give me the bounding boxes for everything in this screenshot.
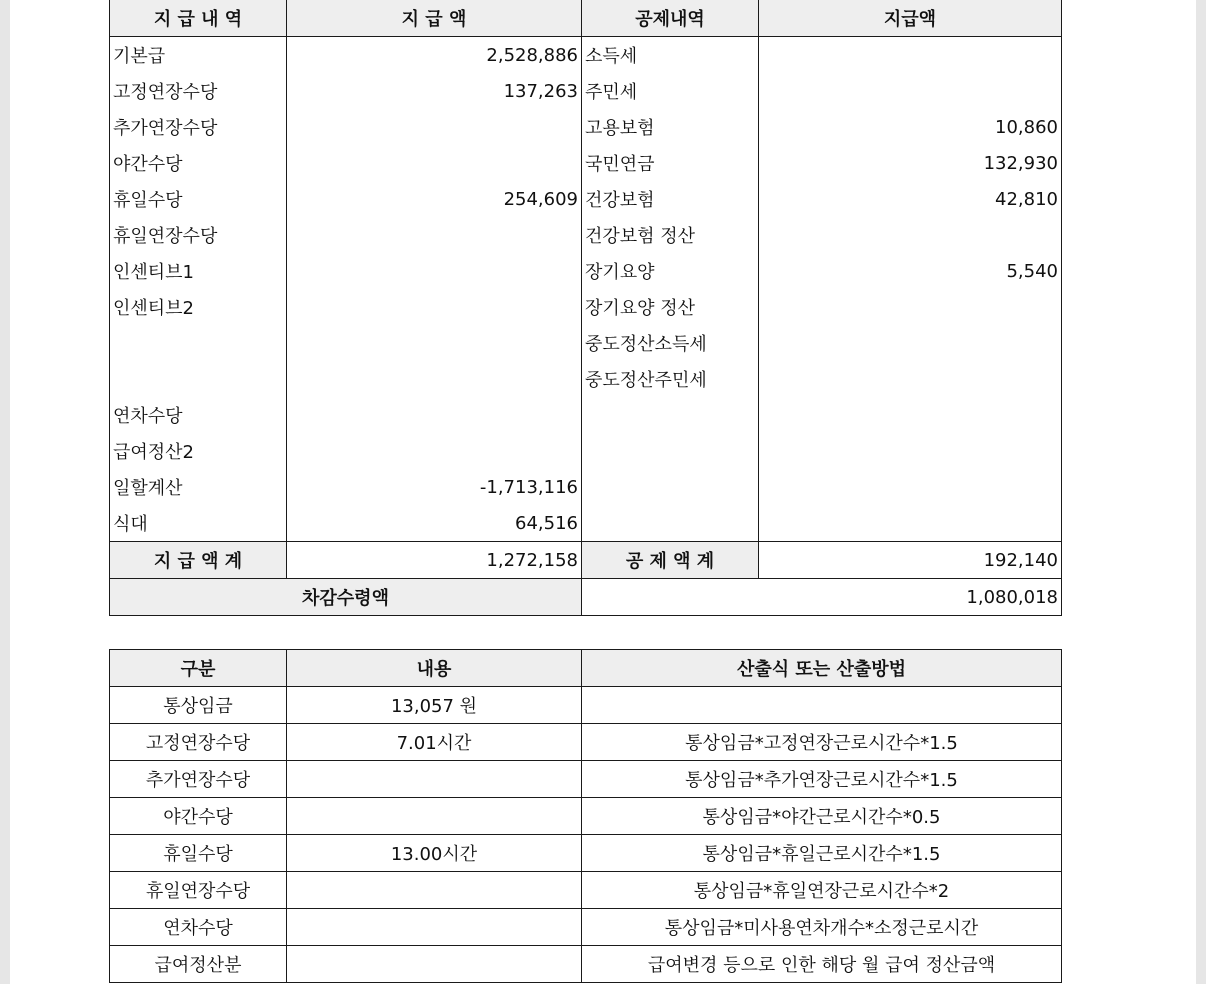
calc-content: 13,057 원 <box>287 687 582 724</box>
earn-item: 야간수당 <box>110 145 287 181</box>
calc-row <box>110 946 1062 983</box>
deduct-amount <box>759 325 1062 361</box>
deduct-item <box>582 505 759 542</box>
pay-row <box>110 469 1062 505</box>
pay-row <box>110 181 1062 217</box>
calc-category: 통상임금 <box>110 687 287 724</box>
deduct-item: 장기요양 정산 <box>582 289 759 325</box>
deduct-amount: 10,860 <box>759 109 1062 145</box>
calc-content <box>287 798 582 835</box>
earn-amount: -1,713,116 <box>287 469 582 505</box>
calc-content: 7.01시간 <box>287 724 582 761</box>
calc-category: 휴일연장수당 <box>110 872 287 909</box>
earn-item: 일할계산 <box>110 469 287 505</box>
calc-method: 통상임금*휴일근로시간수*1.5 <box>582 835 1062 872</box>
header-category: 구분 <box>110 650 287 687</box>
pay-row <box>110 109 1062 145</box>
earn-amount: 254,609 <box>287 181 582 217</box>
calc-content <box>287 946 582 983</box>
calc-row <box>110 835 1062 872</box>
calc-method <box>582 687 1062 724</box>
calc-row <box>110 687 1062 724</box>
deduct-amount <box>759 37 1062 74</box>
calc-content <box>287 761 582 798</box>
calc-method: 통상임금*고정연장근로시간수*1.5 <box>582 724 1062 761</box>
pay-row <box>110 145 1062 181</box>
calc-method: 통상임금*야간근로시간수*0.5 <box>582 798 1062 835</box>
earn-item: 인센티브1 <box>110 253 287 289</box>
net-pay-value: 1,080,018 <box>582 579 1062 616</box>
header-deduct-item: 공제내역 <box>582 0 759 37</box>
pay-row <box>110 37 1062 74</box>
deduct-item: 중도정산주민세 <box>582 361 759 397</box>
earn-amount: 137,263 <box>287 73 582 109</box>
deduct-amount: 132,930 <box>759 145 1062 181</box>
calc-category: 급여정산분 <box>110 946 287 983</box>
calc-category: 야간수당 <box>110 798 287 835</box>
earn-amount <box>287 361 582 397</box>
deduct-item: 국민연금 <box>582 145 759 181</box>
calc-row <box>110 798 1062 835</box>
totals-row <box>110 542 1062 579</box>
earn-amount <box>287 145 582 181</box>
calc-content <box>287 909 582 946</box>
deduct-total-label: 공 제 액 계 <box>582 542 759 579</box>
calc-content: 13.00시간 <box>287 835 582 872</box>
pay-statement-table <box>109 0 1062 616</box>
deduct-item: 건강보험 정산 <box>582 217 759 253</box>
deduct-amount <box>759 505 1062 542</box>
calc-method: 통상임금*휴일연장근로시간수*2 <box>582 872 1062 909</box>
calc-row <box>110 872 1062 909</box>
calc-content <box>287 872 582 909</box>
calc-row <box>110 761 1062 798</box>
earn-item: 연차수당 <box>110 397 287 433</box>
earn-total-value: 1,272,158 <box>287 542 582 579</box>
deduct-item: 고용보험 <box>582 109 759 145</box>
pay-row <box>110 289 1062 325</box>
calc-table-header-row <box>110 650 1062 687</box>
deduct-item <box>582 469 759 505</box>
pay-row <box>110 217 1062 253</box>
calc-method: 통상임금*미사용연차개수*소정근로시간 <box>582 909 1062 946</box>
earn-amount <box>287 325 582 361</box>
header-deduct-amount: 지급액 <box>759 0 1062 37</box>
pay-table-body <box>110 37 1062 542</box>
earn-item <box>110 361 287 397</box>
calculation-method-table <box>109 649 1062 983</box>
pay-row <box>110 325 1062 361</box>
calc-table-body <box>110 687 1062 983</box>
pay-row <box>110 361 1062 397</box>
header-content: 내용 <box>287 650 582 687</box>
deduct-amount <box>759 289 1062 325</box>
net-pay-label: 차감수령액 <box>110 579 582 616</box>
deduct-amount <box>759 217 1062 253</box>
deduct-amount <box>759 397 1062 433</box>
page-edge-left <box>0 0 10 984</box>
earn-amount <box>287 289 582 325</box>
deduct-item: 중도정산소득세 <box>582 325 759 361</box>
deduct-item: 건강보험 <box>582 181 759 217</box>
calc-row <box>110 909 1062 946</box>
earn-amount <box>287 109 582 145</box>
calc-category: 고정연장수당 <box>110 724 287 761</box>
header-earn-item: 지 급 내 역 <box>110 0 287 37</box>
earn-amount: 2,528,886 <box>287 37 582 74</box>
pay-row <box>110 253 1062 289</box>
earn-item: 추가연장수당 <box>110 109 287 145</box>
deduct-item: 장기요양 <box>582 253 759 289</box>
deduct-amount: 42,810 <box>759 181 1062 217</box>
earn-item: 인센티브2 <box>110 289 287 325</box>
earn-amount <box>287 253 582 289</box>
pay-row <box>110 505 1062 542</box>
pay-table-header-row <box>110 0 1062 37</box>
page-edge-right <box>1196 0 1206 984</box>
calc-row <box>110 724 1062 761</box>
header-method: 산출식 또는 산출방법 <box>582 650 1062 687</box>
deduct-item <box>582 433 759 469</box>
earn-item: 휴일연장수당 <box>110 217 287 253</box>
calc-method: 급여변경 등으로 인한 해당 월 급여 정산금액 <box>582 946 1062 983</box>
deduct-amount <box>759 469 1062 505</box>
earn-item <box>110 325 287 361</box>
earn-item: 식대 <box>110 505 287 542</box>
deduct-total-value: 192,140 <box>759 542 1062 579</box>
calc-category: 연차수당 <box>110 909 287 946</box>
earn-item: 기본급 <box>110 37 287 74</box>
calc-category: 추가연장수당 <box>110 761 287 798</box>
net-pay-row <box>110 579 1062 616</box>
deduct-amount <box>759 433 1062 469</box>
calc-category: 휴일수당 <box>110 835 287 872</box>
earn-total-label: 지 급 액 계 <box>110 542 287 579</box>
pay-row <box>110 433 1062 469</box>
deduct-amount <box>759 361 1062 397</box>
deduct-amount: 5,540 <box>759 253 1062 289</box>
deduct-item <box>582 397 759 433</box>
earn-amount <box>287 397 582 433</box>
pay-row <box>110 73 1062 109</box>
header-earn-amount: 지 급 액 <box>287 0 582 37</box>
deduct-amount <box>759 73 1062 109</box>
earn-amount: 64,516 <box>287 505 582 542</box>
deduct-item: 주민세 <box>582 73 759 109</box>
earn-item: 급여정산2 <box>110 433 287 469</box>
calc-method: 통상임금*추가연장근로시간수*1.5 <box>582 761 1062 798</box>
earn-amount <box>287 433 582 469</box>
earn-item: 휴일수당 <box>110 181 287 217</box>
earn-item: 고정연장수당 <box>110 73 287 109</box>
deduct-item: 소득세 <box>582 37 759 74</box>
pay-row <box>110 397 1062 433</box>
earn-amount <box>287 217 582 253</box>
